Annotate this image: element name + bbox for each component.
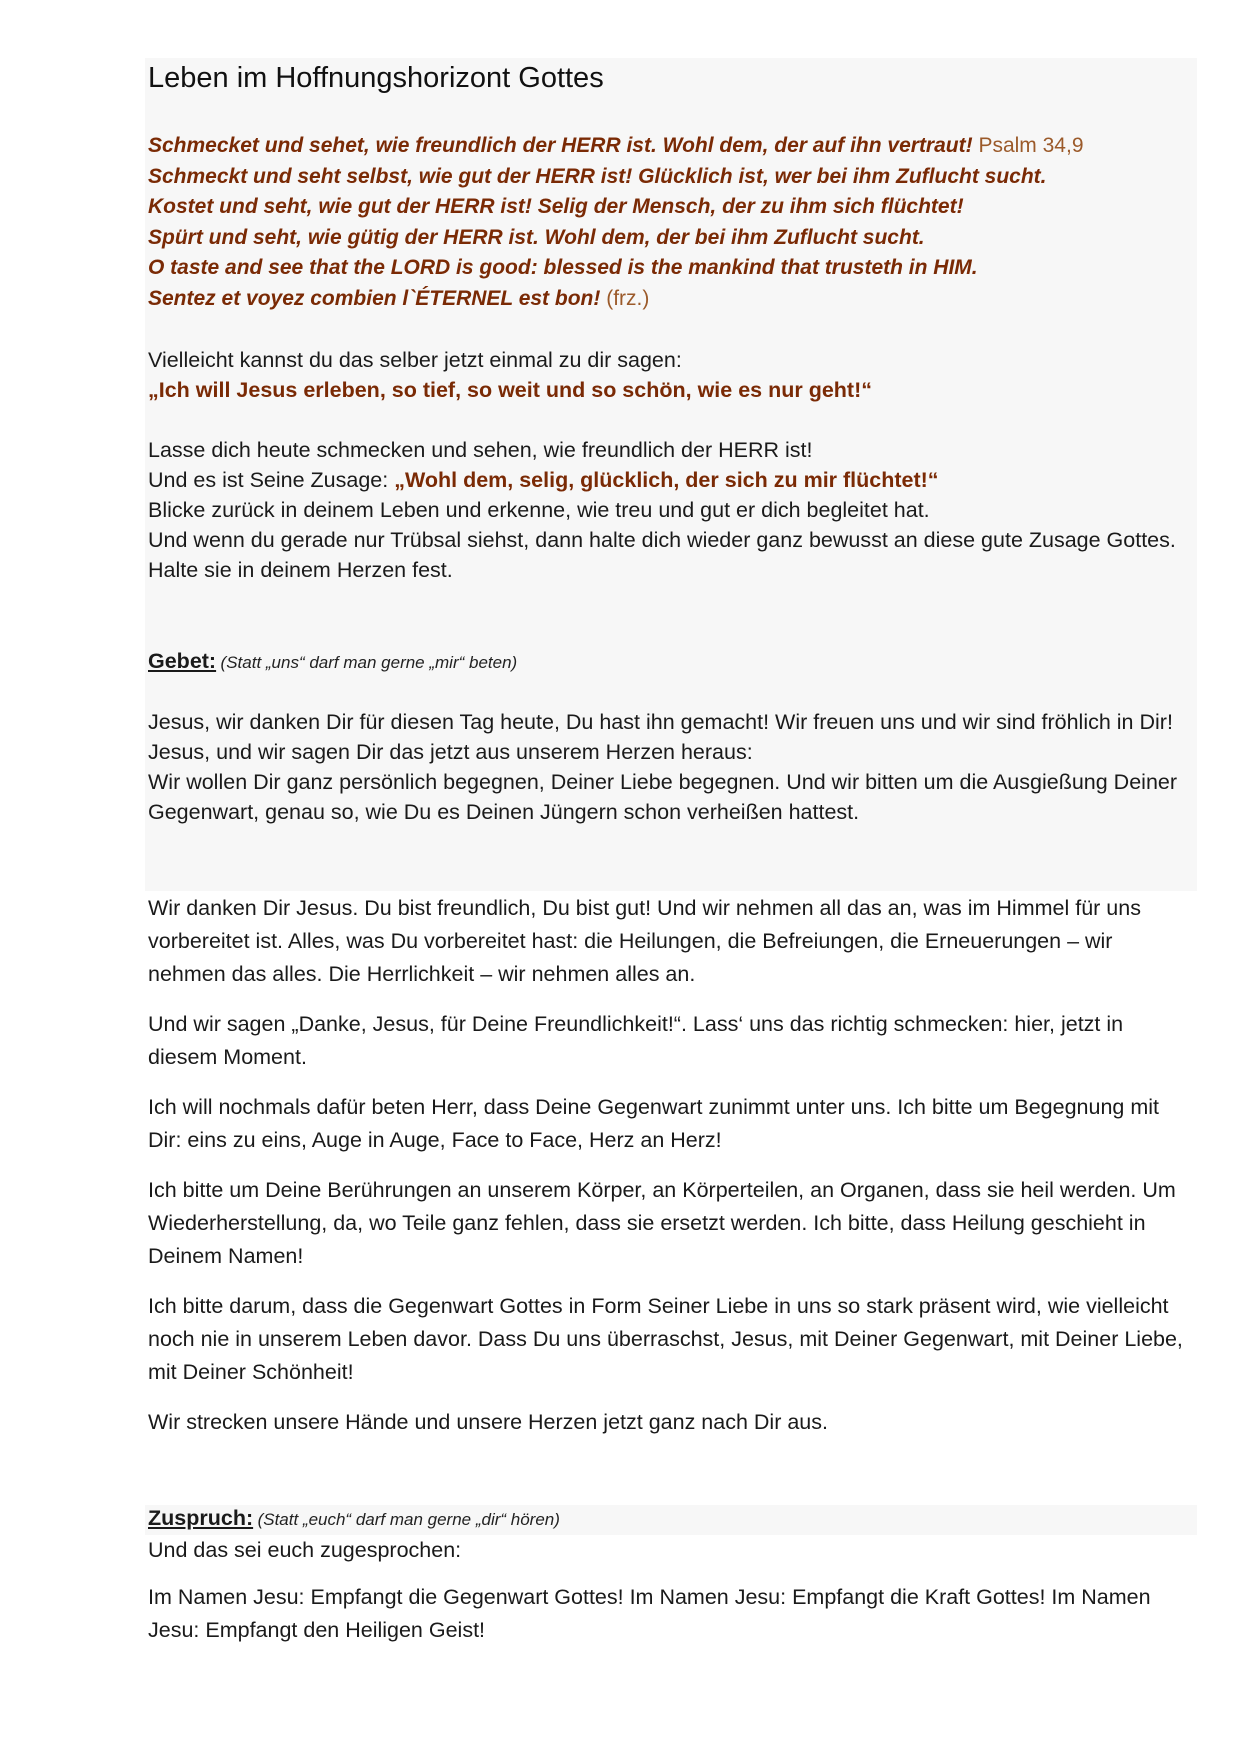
prayer-line: Jesus, wir danken Dir für diesen Tag heute, Du hast ihn gemacht! Wir freuen uns und wir sind fröhlich in Dir!	[148, 710, 1173, 734]
promise-quote: „Wohl dem, selig, glücklich, der sich zu mir flüchtet!“	[394, 468, 939, 492]
prayer-body	[148, 892, 1196, 1456]
prayer-paragraph: Wir strecken unsere Hände und unsere Herzen jetzt ganz nach Dir aus.	[148, 1410, 828, 1434]
promise-prefix: Und es ist Seine Zusage:	[148, 468, 395, 492]
prayer-line: Jesus, und wir sagen Dir das jetzt aus unserem Herzen heraus:	[148, 740, 753, 764]
page-title: Leben im Hoffnungshorizont Gottes	[148, 62, 604, 94]
verse-text: Kostet und seht, wie gut der HERR ist! Selig der Mensch, der zu ihm sich flüchtet!	[148, 195, 964, 219]
prayer-paragraph: Ich bitte um Deine Berührungen an unserem Körper, an Körperteilen, an Organen, dass sie heil werden. Um Wiederherstellung, da, wo Teile ganz fehlen, dass sie ersetzt werden. Ich bitte, dass Heilung geschieht in Deinem Namen!	[148, 1178, 1176, 1268]
verse-line	[148, 253, 1196, 284]
promise-line	[148, 465, 1196, 495]
promise-line: Blicke zurück in deinem Leben und erkenne, wie treu und gut er dich begleitet hat.	[148, 498, 930, 522]
prayer-paragraph: Ich bitte darum, dass die Gegenwart Gottes in Form Seiner Liebe in uns so stark präsent wird, wie vielleicht noch nie in unserem Leben davor. Dass Du uns überraschst, Jesus, mit Deiner Gegenwart, mit Deiner Liebe, mit Deiner Schönheit!	[148, 1294, 1183, 1384]
verse-reference: (frz.)	[606, 286, 650, 310]
verse-text: Schmecket und sehet, wie freundlich der HERR ist. Wohl dem, der auf ihn vertraut!	[148, 134, 973, 157]
intro-paragraph	[148, 345, 1196, 405]
prayer-heading-row	[148, 649, 1196, 674]
intro-line: Vielleicht kannst du das selber jetzt einmal zu dir sagen:	[148, 348, 682, 372]
prayer-note: (Statt „uns“ darf man gerne „mir“ beten)	[220, 653, 518, 672]
prayer-heading: Gebet:	[148, 649, 217, 673]
verse-text: Sentez et voyez combien l`ÉTERNEL est bon!	[148, 286, 601, 310]
prayer-intro	[148, 707, 1196, 827]
prayer-paragraph: Wir danken Dir Jesus. Du bist freundlich, Du bist gut! Und wir nehmen all das an, was im Himmel für uns vorbereitet ist. Alles, was Du vorbereitet hast: die Heilungen, die Befreiungen, die Erneuerungen – wir nehmen das alles. Die Herrlichkeit – wir nehmen alles an.	[148, 896, 1141, 986]
verse-reference: Psalm 34,9	[978, 134, 1084, 157]
blessing-body	[148, 1534, 1196, 1664]
psalm-verses	[148, 131, 1196, 315]
blessing-heading-row	[148, 1506, 1196, 1531]
prayer-line: Wir wollen Dir ganz persönlich begegnen, Deiner Liebe begegnen. Und wir bitten um die Ausgießung Deiner Gegenwart, genau so, wie Du es Deinen Jüngern schon verheißen hattest.	[148, 770, 1178, 824]
blessing-paragraph: Und das sei euch zugesprochen:	[148, 1538, 462, 1562]
blessing-note: (Statt „euch“ darf man gerne „dir“ hören)	[257, 1510, 560, 1529]
verse-text: O taste and see that the LORD is good: blessed is the mankind that trusteth in HIM.	[148, 256, 978, 280]
verse-text: Schmeckt und seht selbst, wie gut der HERR ist! Glücklich ist, wer bei ihm Zuflucht sucht.	[148, 164, 1047, 188]
promise-line: Und wenn du gerade nur Trübsal siehst, dann halte dich wieder ganz bewusst an diese gute Zusage Gottes. Halte sie in deinem Herzen fest.	[148, 528, 1176, 582]
promise-line: Lasse dich heute schmecken und sehen, wie freundlich der HERR ist!	[148, 438, 813, 462]
blessing-heading: Zuspruch:	[148, 1506, 254, 1530]
prayer-paragraph: Ich will nochmals dafür beten Herr, dass Deine Gegenwart zunimmt unter uns. Ich bitte um Begegnung mit Dir: eins zu eins, Auge in Auge, Face to Face, Herz an Herz!	[148, 1095, 1160, 1152]
verse-line	[148, 131, 1196, 162]
promise-paragraph	[148, 435, 1196, 585]
verse-line	[148, 192, 1196, 223]
verse-line	[148, 223, 1196, 254]
blessing-paragraph: Im Namen Jesu: Empfangt die Gegenwart Gottes! Im Namen Jesu: Empfangt die Kraft Gottes! Im Namen Jesu: Empfangt den Heiligen Geist!	[148, 1585, 1151, 1642]
prayer-paragraph: Und wir sagen „Danke, Jesus, für Deine Freundlichkeit!“. Lass‘ uns das richtig schmecken: hier, jetzt in diesem Moment.	[148, 1012, 1124, 1069]
verse-text: Spürt und seht, wie gütig der HERR ist. Wohl dem, der bei ihm Zuflucht sucht.	[148, 225, 925, 249]
verse-line	[148, 284, 1196, 315]
intro-quote: „Ich will Jesus erleben, so tief, so weit und so schön, wie es nur geht!“	[148, 378, 872, 402]
verse-line	[148, 162, 1196, 193]
